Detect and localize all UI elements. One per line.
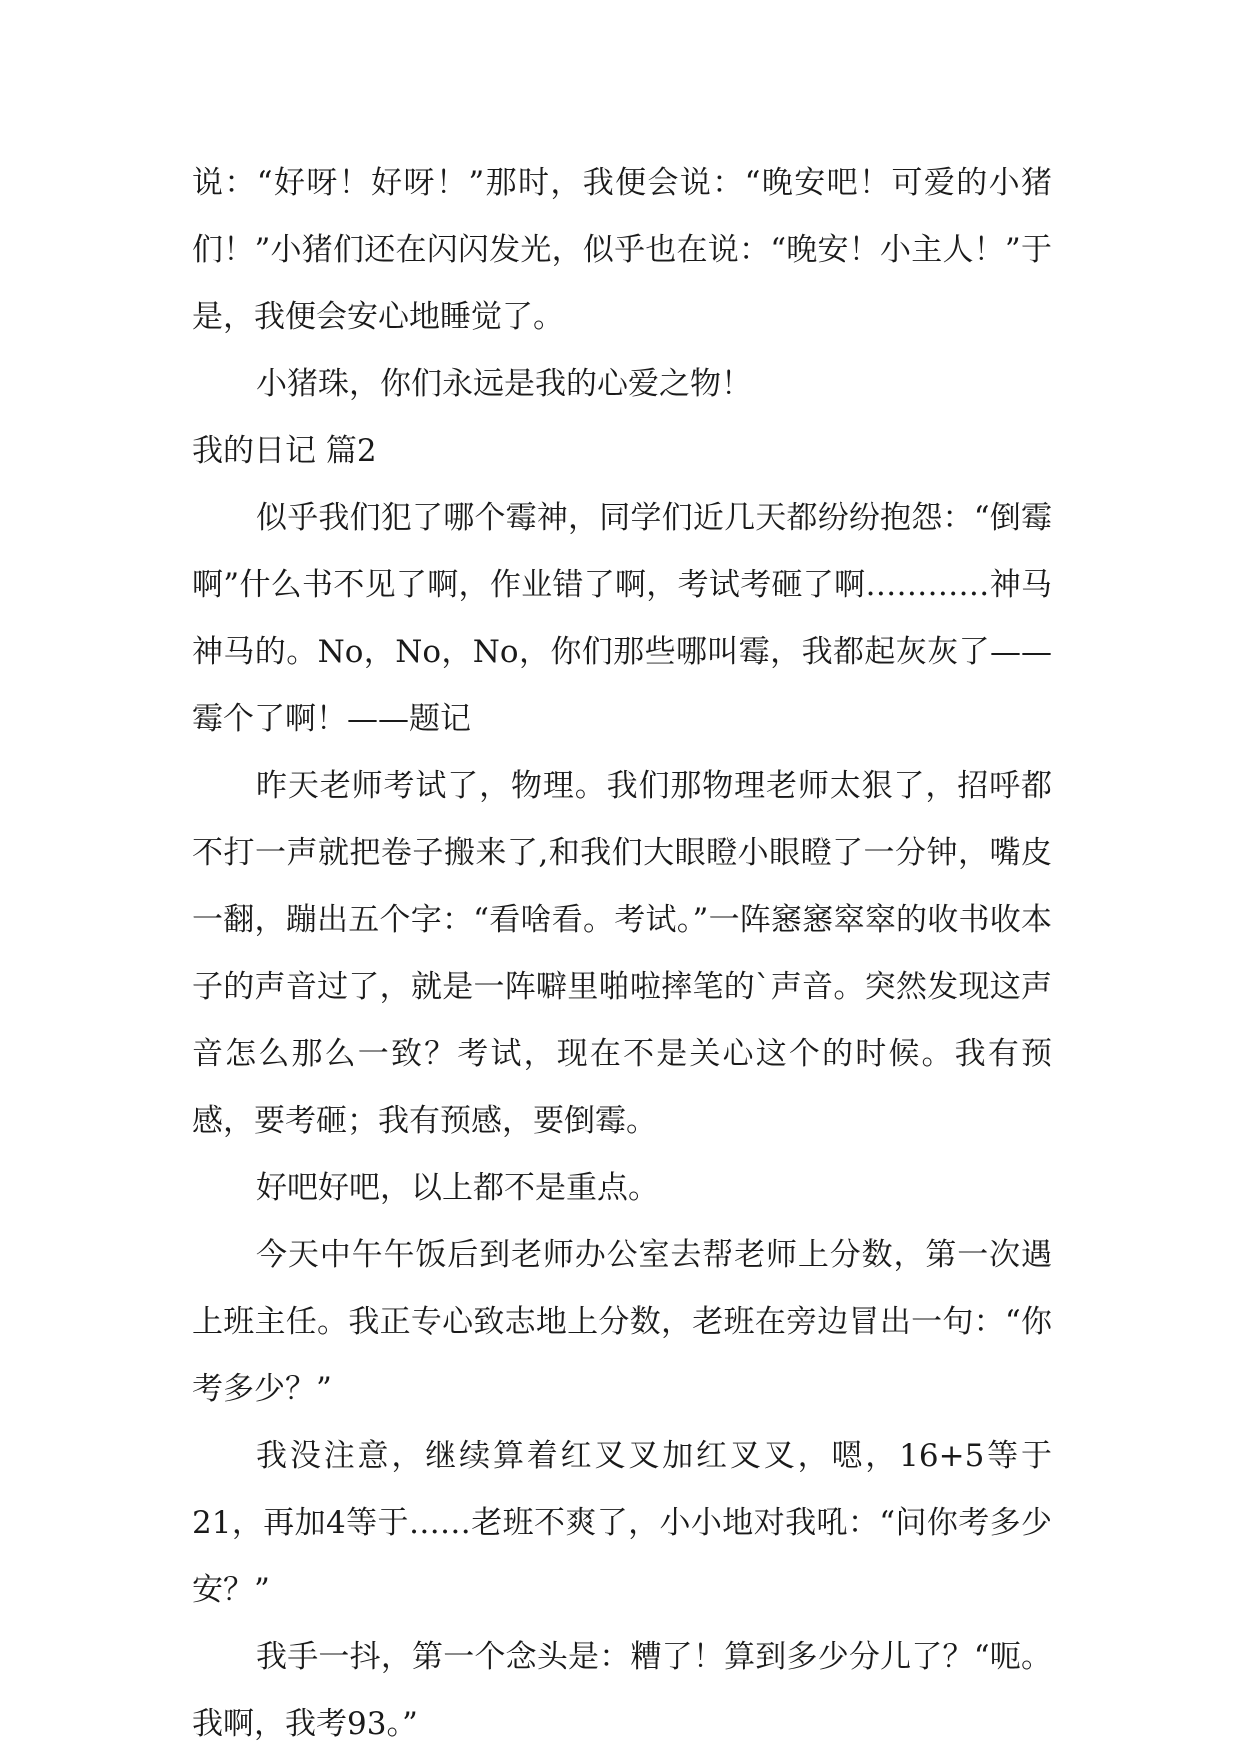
paragraph-answer: 我手一抖，第一个念头是：糟了！算到多少分儿了？“呃。我啊，我考93。” xyxy=(192,1639,1052,1742)
document-page xyxy=(192,150,1052,1758)
section-heading: 我的日记 篇2 xyxy=(192,433,377,469)
paragraph-foreword: 似乎我们犯了哪个霉神，同学们近几天都纷纷抱怨：“倒霉啊”什么书不见了啊，作业错了啊，考试考砸了啊…………神马神马的。No，No，No，你们那些哪叫霉，我都起灰灰了——霉个了啊！——题记 xyxy=(192,500,1052,737)
paragraph-counting: 我没注意，继续算着红叉叉加红叉叉，嗯，16+5等于21，再加4等于……老班不爽了，小小地对我吼：“问你考多少安？” xyxy=(192,1438,1052,1608)
paragraph-office: 今天中午午饭后到老师办公室去帮老师上分数，第一次遇上班主任。我正专心致志地上分数，老班在旁边冒出一句：“你考多少？” xyxy=(192,1237,1052,1407)
paragraph-intro-ending: 说：“好呀！好呀！”那时，我便会说：“晚安吧！可爱的小猪们！”小猪们还在闪闪发光，似乎也在说：“晚安！小主人！”于是，我便会安心地睡觉了。 xyxy=(192,165,1052,335)
paragraph-not-the-point: 好吧好吧，以上都不是重点。 xyxy=(256,1170,659,1206)
paragraph-physics-exam: 昨天老师考试了，物理。我们那物理老师太狠了，招呼都不打一声就把卷子搬来了,和我们大眼瞪小眼瞪了一分钟，嘴皮一翻，蹦出五个字：“看啥看。考试。”一阵窸窸窣窣的收书收本子的声音过了，就是一阵噼里啪啦摔笔的`声音。突然发现这声音怎么那么一致？考试，现在不是关心这个的时候。我有预感，要考砸；我有预感，要倒霉。 xyxy=(192,768,1052,1139)
paragraph-pig-beads: 小猪珠，你们永远是我的心爱之物！ xyxy=(256,366,752,402)
